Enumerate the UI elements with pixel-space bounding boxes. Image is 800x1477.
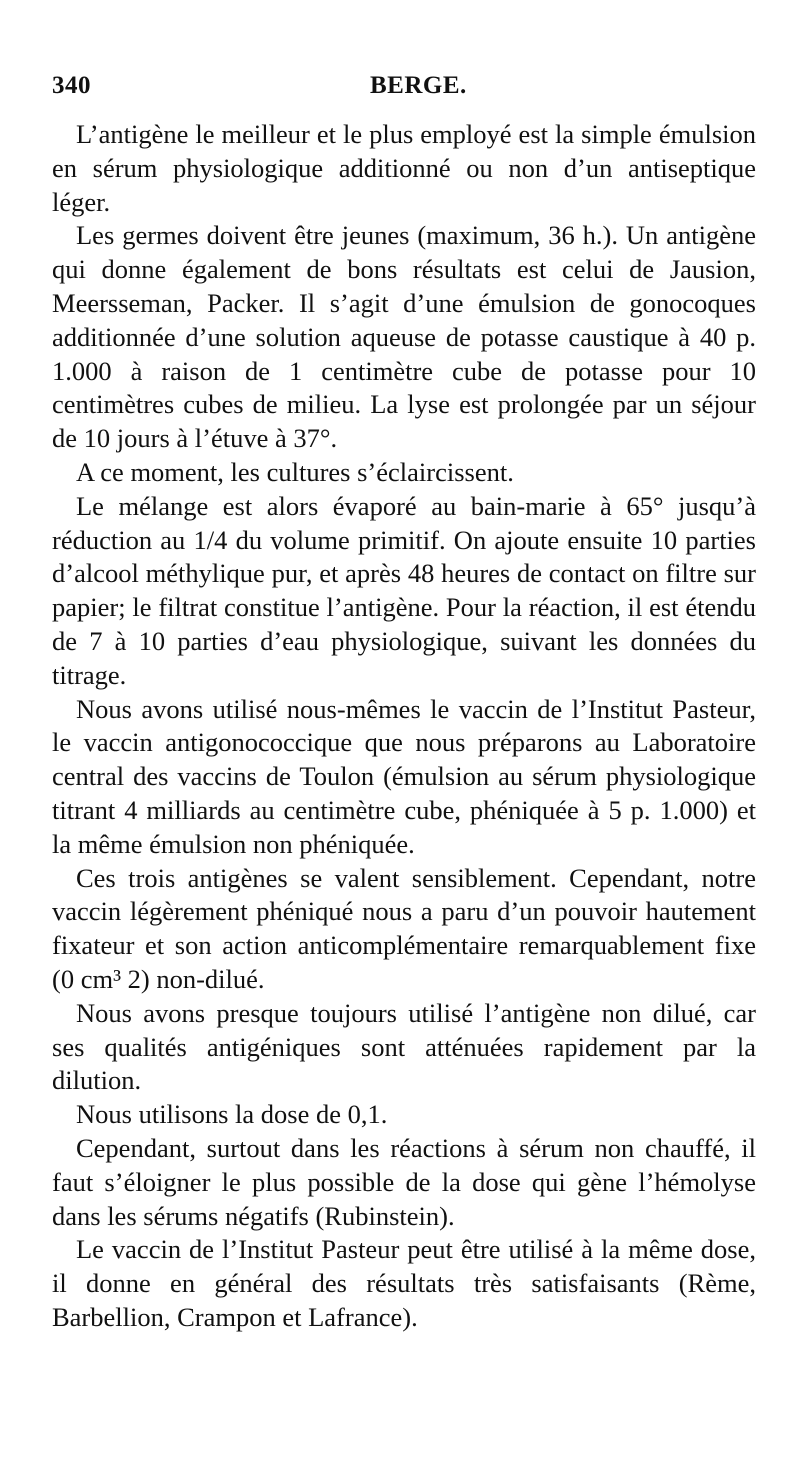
paragraph: Ces trois antigènes se valent sensiblement. Cependant, notre vaccin légèrement phéniqué nous a paru d’un pouvoir hautement fixateur et son action anticomplémentaire remarquablement fixe (0 cm³ 2) non-dilué.: [52, 862, 756, 994]
paragraph: Cependant, surtout dans les réactions à sérum non chauffé, il faut s’éloigner le plus possible de la dose qui gène l’hémolyse dans les sérums négatifs (Rubinstein).: [52, 1132, 756, 1231]
paragraph: A ce moment, les cultures s’éclaircissent.: [76, 456, 514, 487]
paragraph: L’antigène le meilleur et le plus employé est la simple émulsion en sérum physiologique additionné ou non d’un antiseptique léger.: [52, 119, 756, 217]
page-number: 340: [52, 72, 91, 99]
paragraph: Nous utilisons la dose de 0,1.: [76, 1099, 388, 1130]
paragraph: Nous avons utilisé nous-mêmes le vaccin de l’Institut Pasteur, le vaccin antigonococcique que nous préparons au Laboratoire central des vaccins de Toulon (émulsion au sérum physiologique titrant 4 milliards au centimètre cube, phéniquée à 5 p. 1.000) et la même émulsion non phéniquée.: [52, 693, 756, 859]
paragraph: Le vaccin de l’Institut Pasteur peut être utilisé à la même dose, il donne en général des résultats très satisfaisants (Rème, Barbellion, Crampon et Lafrance).: [52, 1234, 756, 1332]
paragraph: Nous avons presque toujours utilisé l’antigène non dilué, car ses qualités antigéniques sont atténuées rapidement par la dilution.: [52, 997, 756, 1096]
paragraph: Les germes doivent être jeunes (maximum, 36 h.). Un antigène qui donne également de bons résultats est celui de Jausion, Meersseman, Packer. Il s’agit d’une émulsion de gonocoques additionnée d’une solution aqueuse de potasse caustique à 40 p. 1.000 à raison de 1 centimètre cube de potasse pour 10 centimètres cubes de milieu. La lyse est prolongée par un séjour de 10 jours à l’étuve à 37°.: [52, 220, 756, 454]
body-text: [52, 118, 756, 1335]
paragraph: Le mélange est alors évaporé au bain-marie à 65° jusqu’à réduction au 1/4 du volume primitif. On ajoute ensuite 10 parties d’alcool méthylique pur, et après 48 heures de contact on filtre sur papier; le filtrat constitue l’antigène. Pour la réaction, il est étendu de 7 à 10 parties d’eau physiologique, suivant les données du titrage.: [52, 490, 756, 690]
running-head: BERGE.: [370, 72, 467, 99]
page-header: [52, 72, 752, 108]
